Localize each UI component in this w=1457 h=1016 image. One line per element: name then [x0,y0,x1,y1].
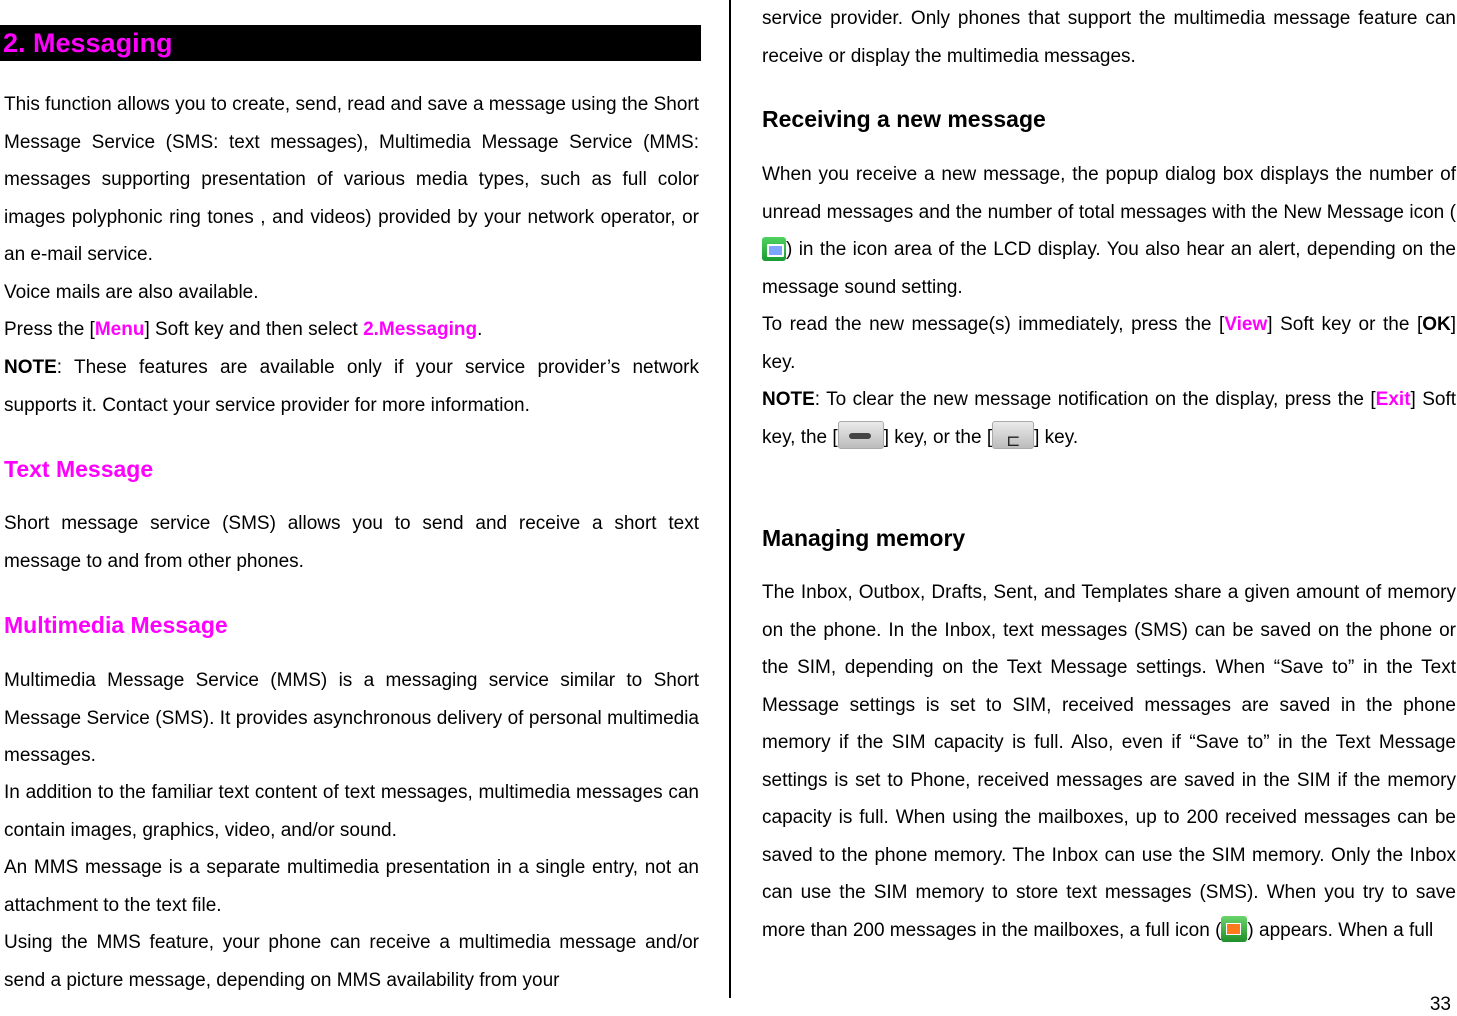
messaging-menu-label: 2.Messaging [363,319,478,340]
exit-key-label: Exit [1375,389,1411,410]
receiving-paragraph-2: To read the new message(s) immediately, press the [View] Soft key or the [OK] key. [762,314,1457,373]
text-message-heading: Text Message [4,456,154,482]
section-title-bar [0,25,701,61]
note-paragraph: NOTE: These features are available only if your service provider’s network supports it. Contact your service provider for more information. [4,357,699,416]
mms-continued-paragraph: service provider. Only phones that support the multimedia message feature can receive or display the multimedia messages. [762,8,1456,67]
section-title: 2. Messaging [3,28,173,58]
view-key-label: View [1224,314,1268,335]
page-number: 33 [1429,994,1451,1015]
receiving-note: NOTE: To clear the new message notification on the display, press the [Exit] Soft key, the [ ] key, or the [⊏ ] key. [762,381,1456,456]
managing-memory-heading: Managing memory [762,525,966,551]
note-label-right: NOTE [762,389,815,410]
clear-key-icon [992,421,1034,449]
mms-paragraph-2: In addition to the familiar text content of text messages, multimedia messages can contain images, graphics, video, and/or sound. [4,782,699,841]
end-key-icon [838,421,884,449]
mms-paragraph-4: Using the MMS feature, your phone can receive a multimedia message and/or send a picture message, depending on MMS availability from your [4,932,699,991]
text-message-body: Short message service (SMS) allows you to send and receive a short text message to and from other phones. [4,513,699,572]
receiving-paragraph-1: When you receive a new message, the popup dialog box displays the number of unread messages and the number of total messages with the New Message icon () in the icon area of the LCD display. You also hear an alert, depending on the message sound setting. [762,164,1456,298]
press-menu-line: Press the [Menu] Soft key and then select 2.Messaging. [4,319,483,340]
intro-paragraph: This function allows you to create, send, read and save a message using the Short Message Service (SMS: text messages), Multimedia Message Service (MMS: messages supporting presentation of various media types, such as full color images polyphonic ring tones , and videos) provided by your network operator, or an e-mail service. [4,94,699,265]
managing-memory-paragraph: The Inbox, Outbox, Drafts, Sent, and Templates share a given amount of memory on the phone. In the Inbox, text messages (SMS) can be saved on the phone or the SIM, depending on the Text Message settings. When “Save to” in the Text Message settings is set to SIM, received messages are saved in the phone memory if the SIM capacity is full. Also, even if “Save to” in the Text Message settings is set to Phone, received messages are saved in the SIM if the memory capacity is full. When using the mailboxes, up to 200 received messages can be saved to the phone memory. The Inbox can use the SIM memory. Only the Inbox can use the SIM memory to store text messages (SMS). When you try to save more than 200 messages in the mailboxes, a full icon ( ) appears. When a full [762,582,1456,941]
ok-key-label: OK [1422,314,1451,335]
note-label: NOTE [4,357,57,378]
memory-full-icon [1221,916,1247,942]
multimedia-message-heading: Multimedia Message [4,612,228,638]
mms-paragraph-1: Multimedia Message Service (MMS) is a messaging service similar to Short Message Service (SMS). It provides asynchronous delivery of personal multimedia messages. [4,670,699,766]
column-divider [729,0,731,998]
new-message-icon [762,237,786,261]
menu-key-label: Menu [94,319,145,340]
voice-mail-line: Voice mails are also available. [4,282,259,303]
mms-paragraph-3: An MMS message is a separate multimedia presentation in a single entry, not an attachment to the text file. [4,857,699,916]
receiving-heading: Receiving a new message [762,106,1046,132]
